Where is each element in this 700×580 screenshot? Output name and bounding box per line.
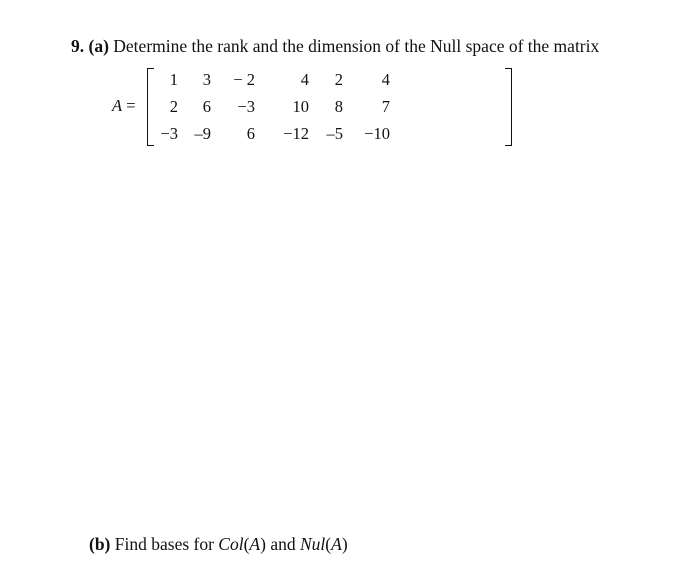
matrix-cell-r1-c1: 1 [169,70,178,89]
question-9-part-b [89,534,348,554]
matrix-name: A [112,96,123,115]
matrix-cell-r3-c6: −10 [364,124,390,143]
col-a-expression: Col(A) [218,534,266,554]
matrix-cell-r3-c1: −3 [160,124,178,143]
matrix-equation [112,64,412,150]
matrix-cell-r2-c6: 7 [381,97,390,116]
right-bracket [505,68,512,146]
nul-argument: A [331,534,342,554]
matrix-cell-r2-c4: 10 [292,97,309,116]
question-9-part-a [71,36,599,56]
matrix-cell-r1-c3: − 2 [233,70,255,89]
question-number: 9. [71,36,85,56]
matrix-cell-r2-c3: −3 [237,97,255,116]
nul-a-expression: Nul(A) [299,534,348,554]
and-word: and [270,534,296,554]
matrix-cell-r3-c4: −12 [283,124,309,143]
matrix-cell-r3-c2: –9 [194,124,211,143]
col-argument: A [249,534,261,554]
equals-sign: = [126,96,136,115]
part-a-label: (a) [88,36,109,56]
part-a-text: Determine the rank and the dimension of the Null space of the matrix [113,36,600,56]
matrix-cell-r3-c5: –5 [326,124,343,143]
matrix-cell-r2-c2: 6 [202,97,211,116]
nul-function: Nul [299,534,326,554]
matrix-cell-r2-c1: 2 [169,97,178,116]
part-b-text: Find bases for [114,534,214,554]
matrix-cell-r1-c2: 3 [202,70,211,89]
part-b-label: (b) [89,534,111,554]
matrix-cell-r1-c5: 2 [334,70,343,89]
left-bracket [147,68,154,146]
matrix-cell-r1-c6: 4 [381,70,390,89]
matrix-cell-r3-c3: 6 [246,124,255,143]
matrix-cell-r1-c4: 4 [300,70,309,89]
matrix-lhs [112,96,136,116]
col-function: Col [218,534,244,554]
matrix-cell-r2-c5: 8 [334,97,343,116]
